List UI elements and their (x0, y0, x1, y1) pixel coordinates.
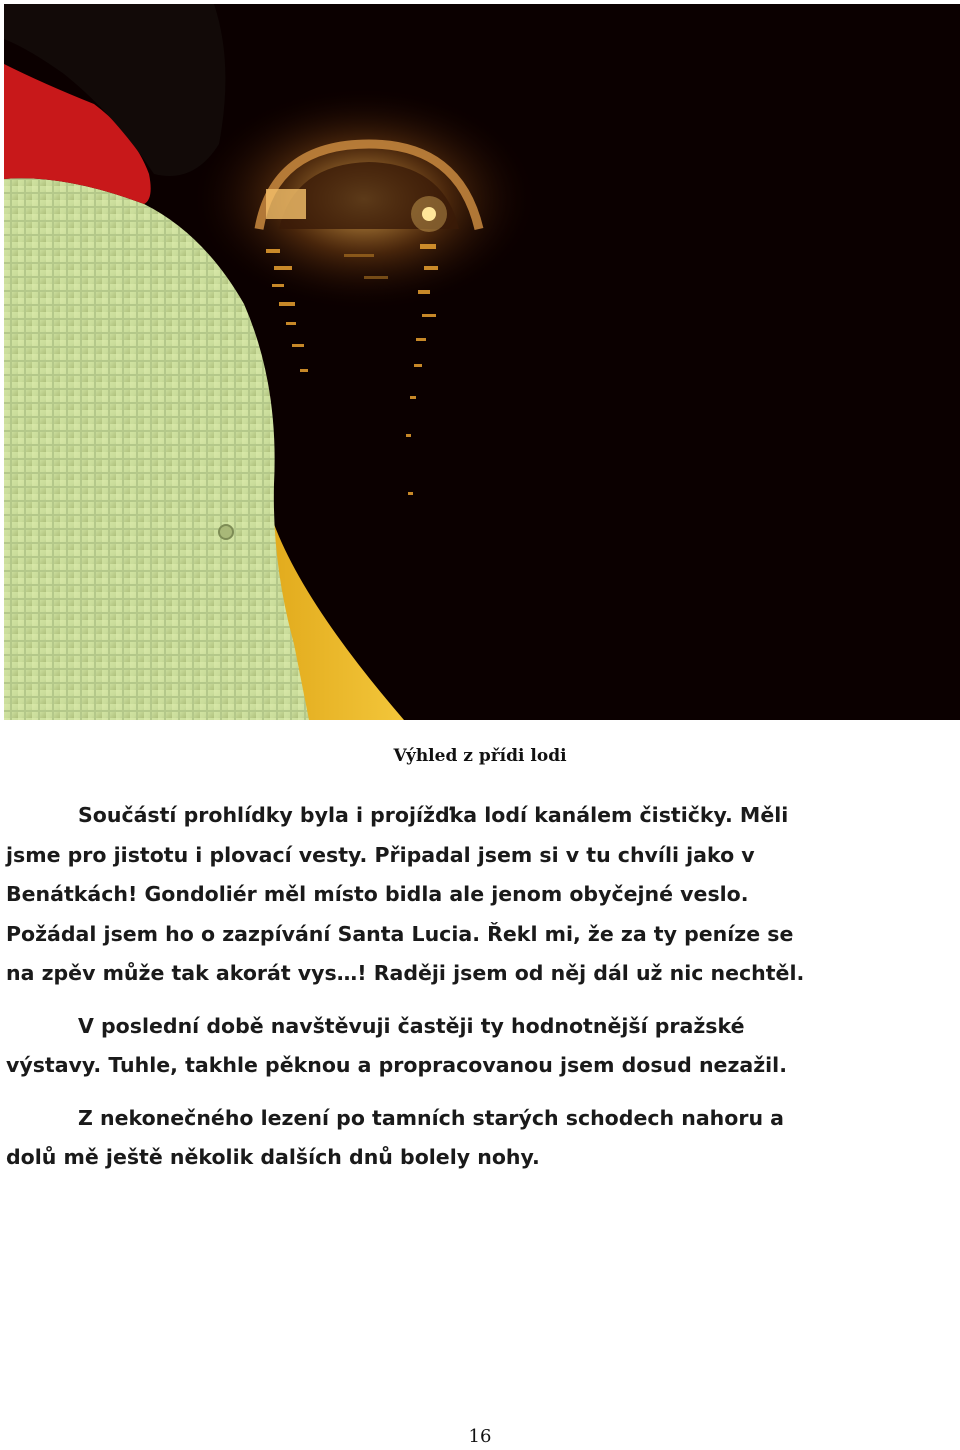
photo-illustration (4, 4, 960, 720)
paragraph-3 (6, 1099, 956, 1178)
page-number: 16 (468, 1426, 492, 1447)
text-line: Benátkách! Gondoliér měl místo bidla ale jenom obyčejné veslo. (6, 882, 749, 906)
text-line: jsme pro jistotu i plovací vesty. Připadal jsem si v tu chvíli jako v (6, 842, 755, 867)
text-line: Z nekonečného lezení po tamních starých schodech nahoru a (78, 1105, 785, 1130)
text-line: na zpěv může tak akorát vys…! Raději jsem od něj dál už nic nechtěl. (6, 961, 805, 985)
paragraph-2 (6, 1007, 956, 1086)
text-line: výstavy. Tuhle, takhle pěknou a propracovanou jsem dosud nezažil. (6, 1053, 787, 1077)
photo-boat-tunnel (4, 4, 960, 720)
shirt-button (219, 525, 233, 539)
text-line: V poslední době navštěvuji častěji ty hodnotnější pražské (78, 1013, 745, 1038)
text-line: dolů mě ještě několik dalších dnů bolely nohy. (6, 1145, 540, 1169)
body-text (6, 796, 956, 1178)
paragraph-1 (6, 796, 956, 994)
text-line: Součástí prohlídky byla i projížďka lodí kanálem čističky. Měli (78, 803, 789, 827)
figure-caption: Výhled z přídi lodi (393, 746, 567, 766)
text-line: Požádal jsem ho o zazpívání Santa Lucia. Řekl mi, že za ty peníze se (6, 921, 794, 946)
